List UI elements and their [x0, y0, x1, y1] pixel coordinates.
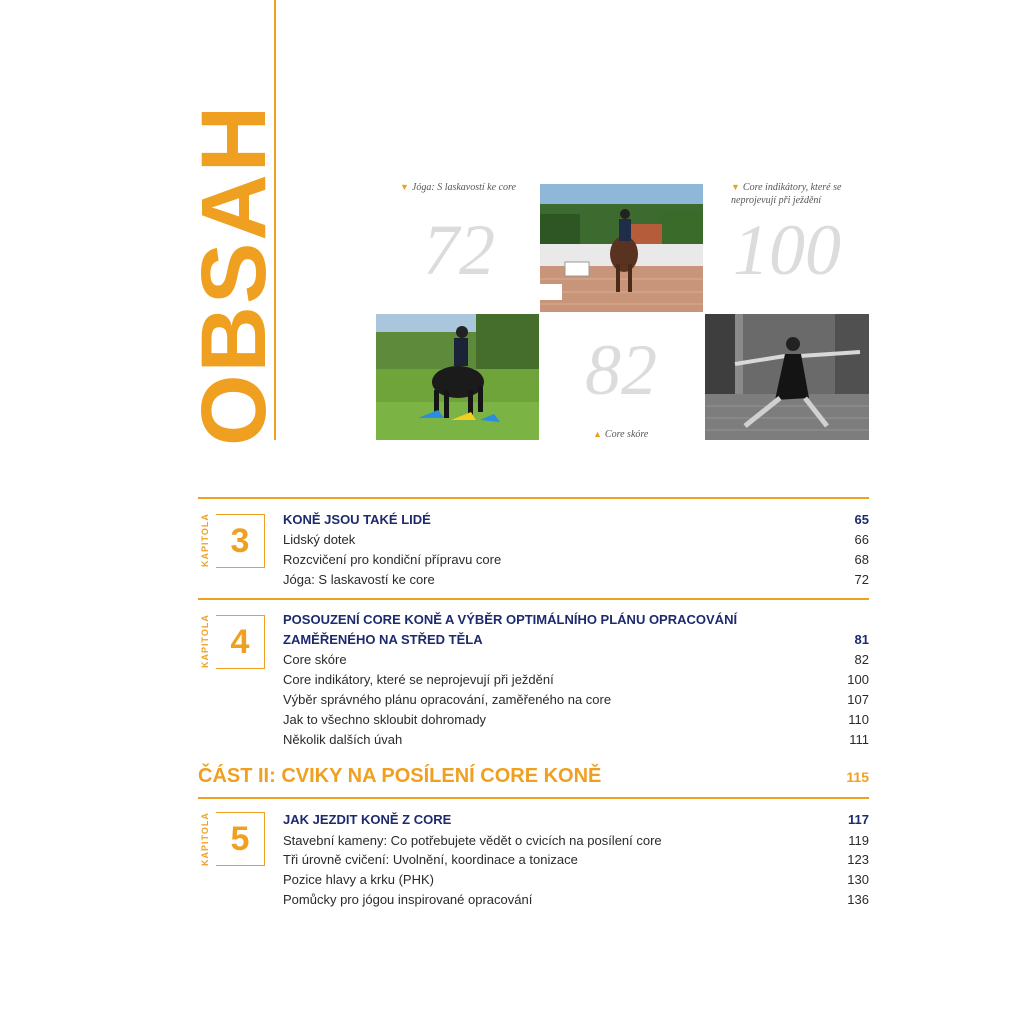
page-title: OBSAH	[183, 103, 285, 446]
chapter-page: 81	[854, 632, 869, 647]
entry-page: 66	[854, 532, 869, 547]
toc-entry[interactable]	[283, 731, 869, 749]
entry-title: Stavební kameny: Co potřebujete vědět o cvicích na posílení core	[283, 833, 662, 848]
caption-indikatory: ▼ Core indikátory, které se neprojevují při ježdění	[731, 182, 842, 206]
chapter-number: 3	[216, 514, 265, 568]
toc-entry[interactable]	[283, 711, 869, 729]
entry-page: 130	[847, 872, 869, 887]
chapter-heading[interactable]	[283, 511, 869, 529]
entry-title: Tři úrovně cvičení: Uvolnění, koordinace a tonizace	[283, 852, 578, 867]
toc-entry[interactable]	[283, 851, 869, 869]
chapter-title: KONĚ JSOU TAKÉ LIDÉ	[283, 512, 431, 527]
dressage-rider-photo	[540, 184, 703, 312]
chapter-heading[interactable]	[283, 631, 869, 649]
chapter-number: 4	[216, 615, 265, 669]
toc-entry[interactable]	[283, 571, 869, 589]
part-heading[interactable]	[198, 765, 869, 788]
chapter-number: 5	[216, 812, 265, 866]
toc-entry[interactable]	[283, 891, 869, 909]
chapter-page: 117	[848, 812, 869, 827]
chapter-title: POSOUZENÍ CORE KONĚ A VÝBĚR OPTIMÁLNÍHO PLÁNU OPRACOVÁNÍ	[283, 612, 738, 627]
chapter-label: KAPITOLA	[200, 513, 210, 567]
part-page: 115	[846, 769, 869, 785]
entry-page: 100	[847, 672, 869, 687]
chapter-heading[interactable]	[283, 811, 869, 829]
toc-entry[interactable]	[283, 871, 869, 889]
entry-title: Rozcvičení pro kondiční přípravu core	[283, 552, 502, 567]
page-ref-72: 72	[423, 210, 495, 290]
entry-title: Pozice hlavy a krku (PHK)	[283, 872, 434, 887]
entry-page: 136	[847, 892, 869, 907]
entry-title: Jak to všechno skloubit dohromady	[283, 712, 487, 727]
part-title: ČÁST II: CVIKY NA POSÍLENÍ CORE KONĚ	[198, 765, 602, 787]
toc-entry[interactable]	[283, 832, 869, 850]
divider	[198, 797, 869, 799]
horse-poles-photo	[376, 314, 539, 440]
chapter-title: ZAMĚŘENÉHO NA STŘED TĚLA	[283, 632, 483, 647]
entry-page: 110	[848, 712, 869, 727]
caption-joga: ▼ Jóga: S laskavostí ke core	[400, 182, 516, 193]
chapter-heading[interactable]	[283, 611, 869, 629]
entry-title: Core skóre	[283, 652, 347, 667]
entry-page: 111	[849, 732, 869, 747]
yoga-woman-photo	[705, 314, 869, 440]
chapter-label: KAPITOLA	[200, 614, 210, 668]
toc-entry[interactable]	[283, 531, 869, 549]
divider	[198, 497, 869, 499]
chapter-label: KAPITOLA	[200, 812, 210, 866]
entry-title: Core indikátory, které se neprojevují při ježdění	[283, 672, 554, 687]
entry-page: 123	[847, 852, 869, 867]
toc-entry[interactable]	[283, 691, 869, 709]
chapter-title: JAK JEZDIT KONĚ Z CORE	[283, 812, 452, 827]
page-ref-82: 82	[585, 330, 657, 410]
divider	[198, 598, 869, 600]
entry-page: 82	[854, 652, 869, 667]
chapter-page: 65	[854, 512, 869, 527]
entry-title: Lidský dotek	[283, 532, 356, 547]
entry-page: 107	[847, 692, 869, 707]
entry-title: Pomůcky pro jógou inspirované opracování	[283, 892, 533, 907]
entry-page: 68	[854, 552, 869, 567]
toc-entry[interactable]	[283, 651, 869, 669]
caption-core-skore: ▲ Core skóre	[593, 429, 649, 440]
toc-entry[interactable]	[283, 551, 869, 569]
entry-page: 119	[848, 833, 869, 848]
entry-page: 72	[854, 572, 869, 587]
triangle-down-icon: ▼	[731, 182, 740, 192]
triangle-up-icon: ▲	[593, 429, 602, 439]
entry-title: Jóga: S laskavostí ke core	[283, 572, 435, 587]
entry-title: Výběr správného plánu opracování, zaměřeného na core	[283, 692, 612, 707]
page-ref-100: 100	[733, 210, 841, 290]
triangle-down-icon: ▼	[400, 182, 409, 192]
entry-title: Několik dalších úvah	[283, 732, 403, 747]
toc-entry[interactable]	[283, 671, 869, 689]
